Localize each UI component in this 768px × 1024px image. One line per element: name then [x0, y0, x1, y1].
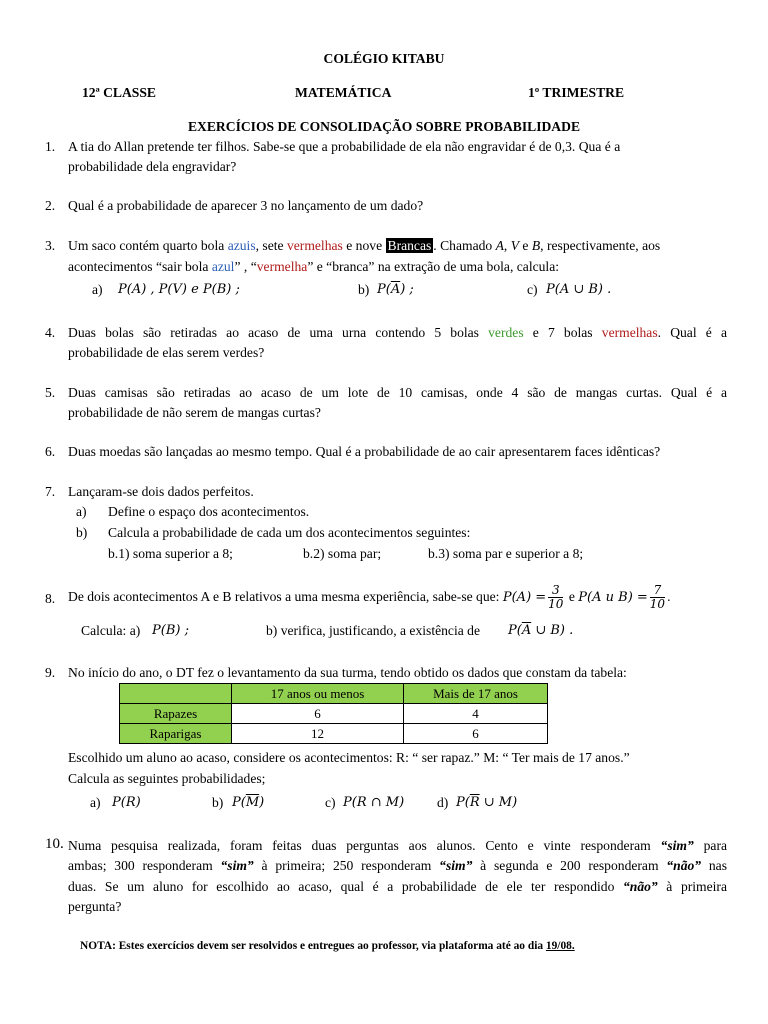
q8-pab: P(A u B) = [578, 590, 648, 605]
q8-number: 8. [45, 591, 56, 606]
q7-number: 7. [45, 484, 56, 499]
q7-b-text: Calcula a probabilidade de cada um dos acontecimentos seguintes: [108, 525, 471, 540]
due-date: 19/08. [545, 940, 575, 952]
q6-number: 6. [45, 444, 56, 459]
q2-text: Qual é a probabilidade de aparecer 3 no lançamento de um dado? [68, 198, 424, 213]
q3-b-label: b) [358, 282, 370, 297]
q10-line2: ambas; 300 responderam “sim” à primeira; 250 responderam “sim” à segunda e 200 responderam “não” nas [68, 858, 728, 873]
q9-a-label: a) [90, 795, 101, 810]
q4-line2: probabilidade de elas serem verdes? [68, 345, 265, 360]
q7-a-label: a) [76, 504, 87, 519]
q9-b-label: b) [212, 795, 224, 810]
q9-c-label: c) [325, 795, 336, 810]
q10-line4: pergunta? [68, 899, 122, 914]
q9-d-expr: $P(\overline{R}$ ∪ M) [456, 795, 518, 810]
word-vermelhas: vermelhas [286, 238, 343, 253]
table-header-cell: Mais de 17 anos [404, 684, 548, 704]
q9-text: No início do ano, o DT fez o levantamento da sua turma, tendo obtido os dados que constam da tabela: [68, 665, 627, 680]
q7-b2: b.2) soma par; [303, 546, 382, 561]
word-azuis: azuis [227, 238, 256, 253]
q4-number: 4. [45, 325, 56, 340]
q1-line2: probabilidade dela engravidar? [68, 159, 237, 174]
q3-line1: Um saco contém quarto bola azuis, sete vermelhas e nove Brancas . Chamado A, V e B, respectivamente, aos [68, 238, 661, 253]
q8-pa-fraction: $\frac{3}{10}$ [548, 583, 564, 612]
word-sim: “sim” [660, 838, 694, 853]
table-row-label: Raparigas [120, 724, 232, 744]
table-cell: 6 [404, 724, 548, 744]
q10-line1: Numa pesquisa realizada, foram feitas duas perguntas aos alunos. Cento e vinte responderam “sim” para [68, 838, 727, 853]
q9-line2: Calcula as seguintes probabilidades; [68, 771, 266, 786]
table-cell: 4 [404, 704, 548, 724]
q7-b1: b.1) soma superior a 8; [108, 546, 233, 561]
q3-c-label: c) [527, 282, 538, 297]
q3-a-label: a) [92, 282, 103, 297]
q7-b3: b.3) soma par e superior a 8; [428, 546, 584, 561]
q8-pa: P(A) = [502, 590, 547, 605]
q8-calc-a: P(B) ; [152, 623, 189, 638]
q10-line3: duas. Se um aluno for escolhido ao acaso, qual é a probabilidade de ele ter respondido “não” à primeira [68, 879, 727, 894]
word-azul: azul [211, 259, 235, 274]
q9-c-expr: P(R ∩ M) [343, 795, 405, 810]
word-verdes: verdes [488, 325, 524, 340]
word-sim: “sim” [439, 858, 473, 873]
table-header-cell: 17 anos ou menos [232, 684, 404, 704]
q10-number: 10. [45, 836, 64, 852]
table-cell: 12 [232, 724, 404, 744]
q8-pab-fraction: $\frac{7}{10}$ [649, 583, 666, 612]
subject: MATEMÁTICA [295, 85, 392, 100]
word-nao: “não” [622, 879, 658, 894]
q8-calc-b: b) verifica, justificando, a existência de [266, 623, 481, 638]
footer-note: NOTA: Estes exercícios devem ser resolvidos e entregues ao professor, via plataforma até ao dia 19/08. [80, 940, 575, 952]
table-row [120, 724, 548, 744]
word-vermelha: vermelha [256, 259, 308, 274]
data-table [119, 683, 548, 744]
q2-number: 2. [45, 198, 56, 213]
word-sim: “sim” [220, 858, 254, 873]
term: 1º TRIMESTRE [528, 85, 625, 100]
page-title: EXERCÍCIOS DE CONSOLIDAÇÃO SOBRE PROBABILIDADE [187, 119, 581, 134]
q3-c-expr: P(A ∪ B) . [546, 282, 612, 297]
table-header-row [120, 684, 548, 704]
q9-d-label: d) [437, 795, 449, 810]
q6-text: Duas moedas são lançadas ao mesmo tempo. Qual é a probabilidade de ao cair apresentarem faces idênticas? [68, 444, 661, 459]
q3-a-expr: P(A) , P(V) e P(B) ; [118, 282, 240, 297]
table-cell: 6 [232, 704, 404, 724]
q5-line1: Duas camisas são retiradas ao acaso de um lote de 10 camisas, onde 4 são de mangas curtas. Qual é a [68, 385, 727, 400]
q7-a-text: Define o espaço dos acontecimentos. [108, 504, 310, 519]
q9-line1: Escolhido um aluno ao acaso, considere os acontecimentos: R: “ ser rapaz.” M: “ Ter mais de 17 anos.” [68, 750, 630, 765]
word-vermelhas-q4: vermelhas [601, 325, 658, 340]
q8-calc-label: Calcula: a) [81, 623, 141, 638]
q5-line2: probabilidade de não serem de mangas curtas? [68, 405, 321, 420]
q8-calc-b-expr: $P(\overline{A}$ ∪ B) . [508, 623, 574, 638]
grade: 12ª CLASSE [82, 85, 156, 100]
q7-b-label: b) [76, 525, 88, 540]
q4-line1: Duas bolas são retiradas ao acaso de uma urna contendo 5 bolas verdes e 7 bolas vermelhas. Qual é a [68, 325, 727, 340]
q9-number: 9. [45, 665, 56, 680]
q3-line2: acontecimentos “sair bola azul” , “vermelha” e “branca” na extração de uma bola, calcula: [68, 259, 560, 274]
q9-a-expr: P(R) [112, 795, 141, 810]
q3-b-expr: $P(\overline{A})$ ; [377, 282, 414, 297]
q1-line1: A tia do Allan pretende ter filhos. Sabe-se que a probabilidade de ela não engravidar é de 0,3. Qua é a [68, 139, 621, 154]
q3-number: 3. [45, 238, 56, 253]
q8-line1: De dois acontecimentos A e B relativos a uma mesma experiência, sabe-se que: P(A) = $\frac{3}{10}$ e P(A u B) = $\frac{7}{10}$ . [68, 583, 671, 612]
word-brancas-highlighted: Brancas [387, 238, 432, 253]
school-name: COLÉGIO KITABU [323, 51, 445, 66]
table-corner-cell [120, 684, 232, 704]
table-row [120, 704, 548, 724]
q1-number: 1. [45, 139, 56, 154]
word-nao: “não” [666, 858, 702, 873]
table-row-label: Rapazes [120, 704, 232, 724]
q9-b-expr: $P(\overline{M})$ [232, 795, 265, 810]
q7-text: Lançaram-se dois dados perfeitos. [68, 484, 254, 499]
q5-number: 5. [45, 385, 56, 400]
